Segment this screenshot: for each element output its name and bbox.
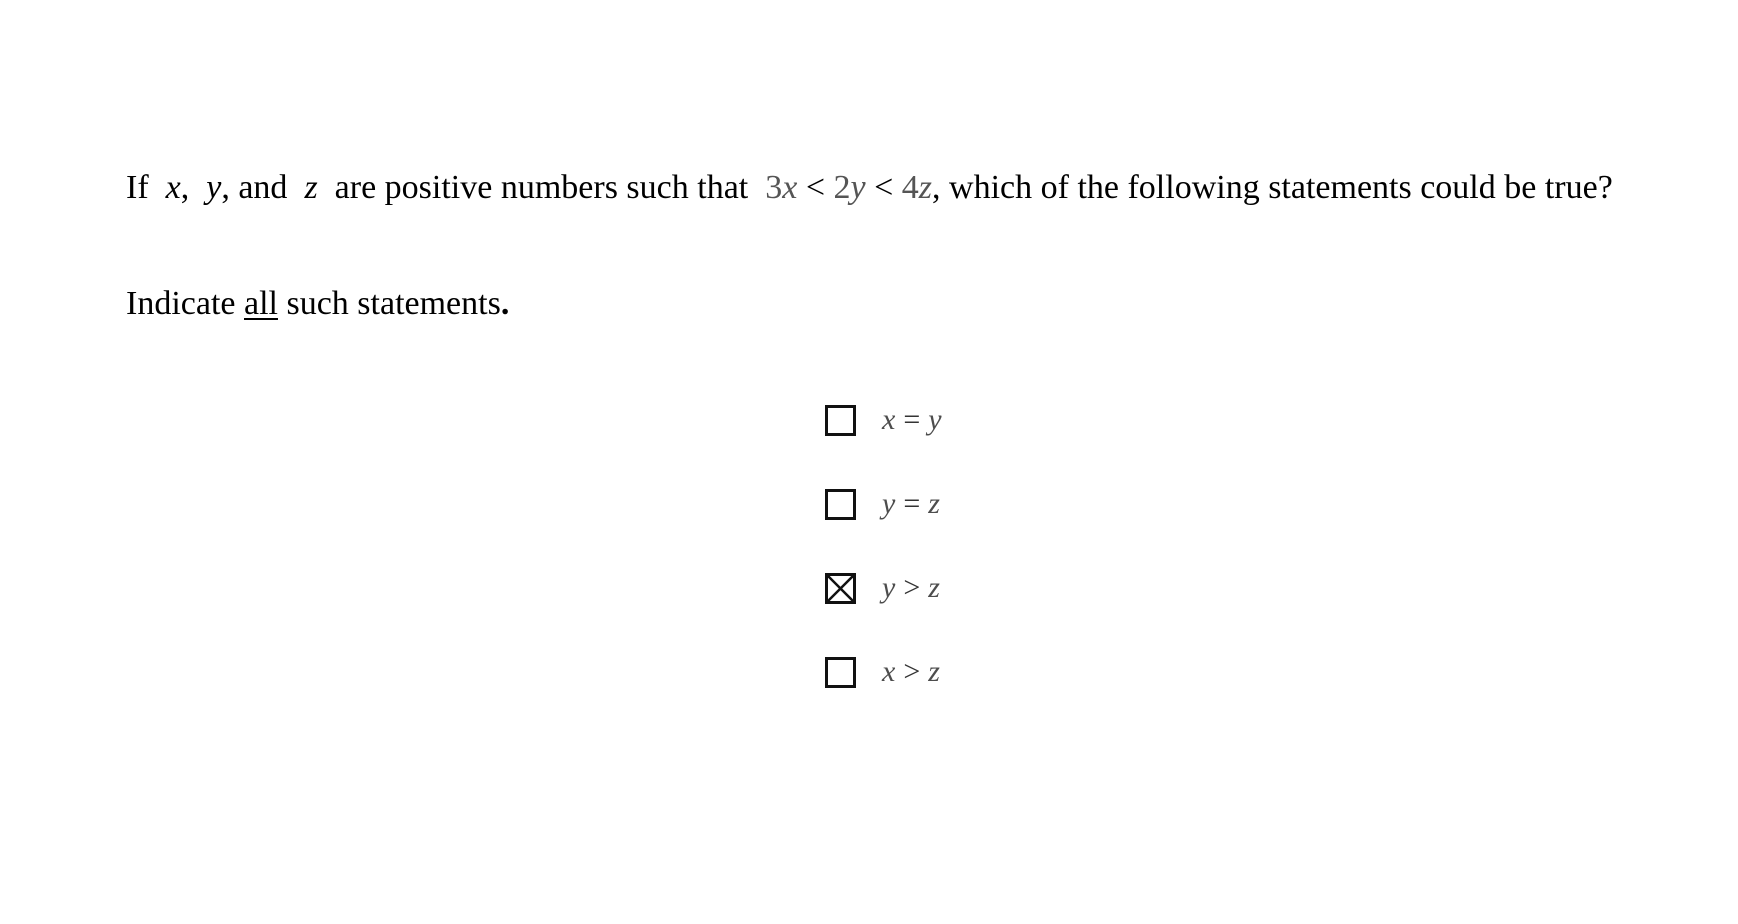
option-1-right: y <box>928 403 942 436</box>
inequality-expression <box>765 169 932 206</box>
ineq-var-1: x <box>782 169 798 206</box>
option-4-right: z <box>928 655 940 688</box>
option-3-right: z <box>928 571 940 604</box>
option-3-left: y <box>882 571 896 604</box>
option-4[interactable] <box>825 652 940 692</box>
ineq-var-2: y <box>850 169 866 206</box>
ineq-coef-2: 2 <box>833 169 851 206</box>
option-4-left: x <box>882 655 896 688</box>
option-2[interactable] <box>825 484 940 524</box>
option-3-checkbox[interactable] <box>825 573 856 604</box>
option-3[interactable] <box>825 568 940 608</box>
option-1[interactable] <box>825 400 942 440</box>
option-4-op: > <box>903 655 921 688</box>
option-2-right: z <box>928 487 940 520</box>
ineq-op-1: < <box>805 169 826 206</box>
option-3-label <box>882 571 940 605</box>
instruction-before: Indicate <box>126 285 236 322</box>
instruction-text <box>126 282 509 326</box>
question-text <box>126 166 1613 210</box>
question-and: , and <box>221 169 288 206</box>
variable-y: y <box>206 169 222 206</box>
checked-x-icon <box>828 576 853 601</box>
question-middle: are positive numbers such that <box>334 169 749 206</box>
instruction-after: such statements <box>286 285 501 322</box>
question-tail: , which of the following statements could be true? <box>932 169 1613 206</box>
option-2-checkbox[interactable] <box>825 489 856 520</box>
ineq-op-2: < <box>874 169 894 206</box>
ineq-coef-3: 4 <box>901 169 919 206</box>
ineq-var-3: z <box>918 169 933 206</box>
option-1-left: x <box>882 403 896 436</box>
question-intro: If <box>126 169 149 206</box>
option-2-op: = <box>903 487 921 520</box>
option-1-op: = <box>903 403 921 436</box>
option-1-checkbox[interactable] <box>825 405 856 436</box>
option-2-left: y <box>882 487 896 520</box>
option-4-checkbox[interactable] <box>825 657 856 688</box>
option-4-label <box>882 655 940 689</box>
instruction-period: . <box>500 285 510 322</box>
ineq-coef-1: 3 <box>765 169 783 206</box>
option-3-op: > <box>903 571 921 604</box>
question-comma: , <box>180 169 190 206</box>
option-2-label <box>882 487 940 521</box>
option-1-label <box>882 403 942 437</box>
instruction-emphasis: all <box>244 285 278 322</box>
variable-x: x <box>165 169 181 206</box>
variable-z: z <box>304 169 318 206</box>
